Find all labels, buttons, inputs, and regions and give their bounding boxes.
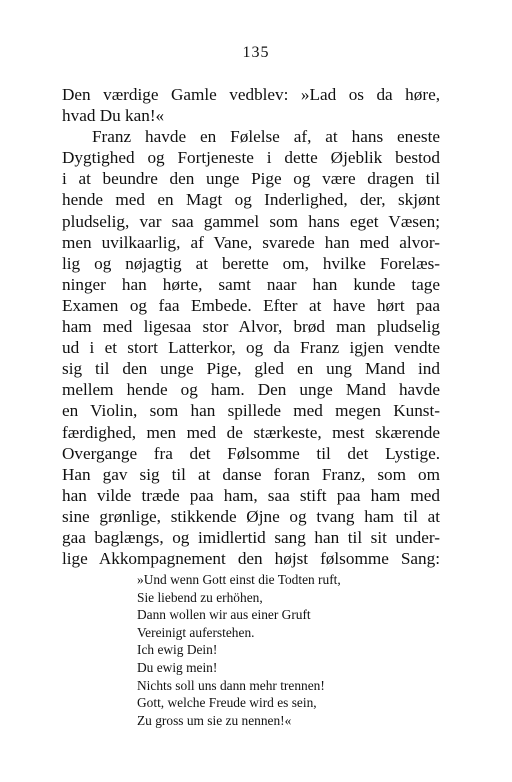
verse-line: »Und wenn Gott einst die Todten ruft, xyxy=(137,572,341,587)
verse-line: Gott, welche Freude wird es sein, xyxy=(137,695,317,711)
body-text xyxy=(62,84,440,569)
text-line: Dygtighed og Fortjeneste i dette Øjeblik bestod xyxy=(62,148,440,168)
verse-line: Nichts soll uns dann mehr trennen! xyxy=(137,677,325,693)
verse-line: Sie liebend zu erhöhen, xyxy=(137,589,263,605)
verse-line: Du ewig mein! xyxy=(137,659,218,675)
verse-line: Vereinigt auferstehen. xyxy=(137,624,255,640)
text-line: Han gav sig til at danse foran Franz, som om xyxy=(62,464,440,484)
text-line: Examen og faa Embede. Efter at have hørt paa xyxy=(62,295,440,315)
text-line: sine grønlige, stikkende Øjne og tvang ham til at xyxy=(62,506,440,526)
text-line: færdighed, men med de stærkeste, mest skærende xyxy=(62,422,440,442)
verse-line: Zu gross um sie zu nennen!« xyxy=(137,712,292,728)
text-line: lig og nøjagtig at berette om, hvilke Forelæs- xyxy=(62,253,440,273)
verse-line: Ich ewig Dein! xyxy=(137,642,218,658)
text-line: han vilde træde paa ham, saa stift paa ham med xyxy=(62,485,440,505)
text-line: Den værdige Gamle vedblev: »Lad os da høre, xyxy=(62,85,440,104)
verse-block xyxy=(137,571,341,729)
text-line: mellem hende og ham. Den unge Mand havde xyxy=(62,380,440,400)
text-line: en Violin, som han spillede med megen Kunst- xyxy=(62,401,440,421)
text-line: hende med en Magt og Inderlighed, der, skjønt xyxy=(62,190,440,210)
text-line: men uvilkaarlig, af Vane, svarede han med alvor- xyxy=(62,232,440,252)
text-line: lige Akkompagnement den højst følsomme Sang: xyxy=(62,549,440,569)
text-line: sig til den unge Pige, gled en ung Mand ind xyxy=(62,359,440,379)
text-line: ninger han hørte, samt naar han kunde tage xyxy=(62,274,440,294)
page-number: 135 xyxy=(242,44,270,61)
text-line: pludselig, var saa gammel som hans eget Væsen; xyxy=(62,211,440,231)
text-line: gaa baglængs, og imidlertid sang han til sit under- xyxy=(62,527,440,547)
text-line: i at beundre den unge Pige og være dragen til xyxy=(62,169,440,189)
text-line: Franz havde en Følelse af, at hans eneste xyxy=(92,127,440,147)
text-line: ham med ligesaa stor Alvor, brød man pludselig xyxy=(62,317,440,337)
text-line: Overgange fra det Følsomme til det Lystige. xyxy=(62,443,440,463)
text-line: hvad Du kan!« xyxy=(62,106,165,126)
text-line: ud i et stort Latterkor, og da Franz igjen vendte xyxy=(62,338,440,358)
verse-line: Dann wollen wir aus einer Gruft xyxy=(137,607,311,623)
